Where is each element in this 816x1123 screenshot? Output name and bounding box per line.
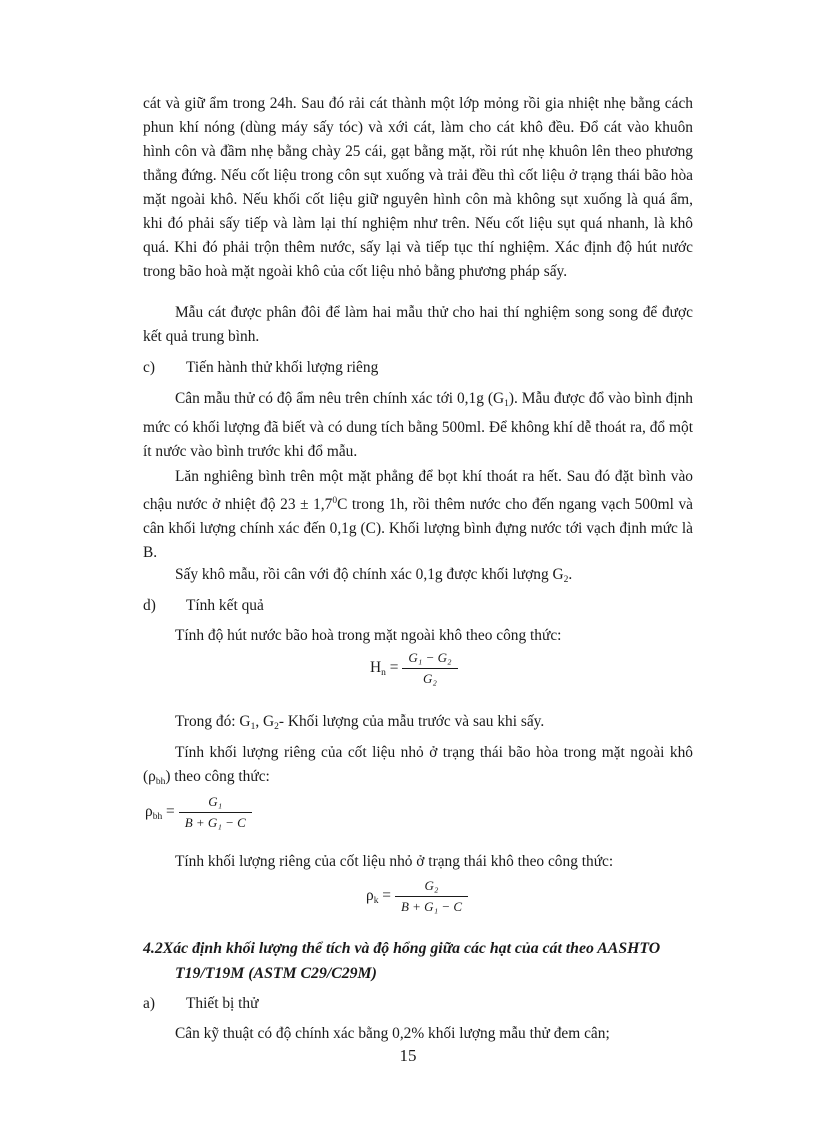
paragraph-ssd-density-intro: Tính khối lượng riêng của cốt liệu nhỏ ở trạng thái bão hòa trong mặt ngoài khô $(\rho_{bh})$ theo công thức: (143, 744, 693, 787)
paragraph-dry-sample: Sấy khô mẫu, rồi cân với độ chính xác 0,1g được khối lượng $G_2$. (175, 566, 573, 585)
section-a-label: a) (143, 995, 155, 1012)
formula-dry-density: $\rho_k$ = $\frac{\text{G₂}}{\text{B + G₁ − C}}$ (366, 878, 468, 915)
paragraph-absorption-intro: Tính độ hút nước bão hoà trong mặt ngoài khô theo công thức: (175, 627, 562, 644)
paragraph-sand-drying: cát và giữ ẩm trong 24h. Sau đó rải cát thành một lớp mỏng rồi gia nhiệt nhẹ bằng cách phun khí nóng (dùng máy sấy tóc) và xới cát, làm cho cát khô đều. Đổ cát vào khuôn hình côn và đầm nhẹ bằng chày 25 cái, gạt bằng mặt, rồi rút nhẹ khuôn lên theo phương thẳng đứng. Nếu cốt liệu trong côn sụt xuống và trải đều thì cốt liệu ở trạng thái bão hòa mặt ngoài khô. Nếu khối cốt liệu giữ nguyên hình côn mà không sụt xuống là quá ẩm, khi đó phải sấy tiếp và làm lại thí nghiệm như trên. Nếu cốt liệu sụt quá nhanh, là khô quá. Khi đó phải trộn thêm nước, sấy lại và tiếp tục thí nghiệm. Xác định độ hút nước trong bão hoà mặt ngoài khô của cốt liệu nhỏ bằng phương pháp sấy. (143, 95, 693, 280)
section-heading-4-2: 4.2Xác định khối lượng thể tích và độ hổng giữa các hạt của cát theo AASHTO T19/T19M (ASTM C29/C29M) (143, 940, 661, 982)
paragraph-balance-precision: Cân kỹ thuật có độ chính xác bằng 0,2% khối lượng mẫu thử đem cân; (175, 1025, 610, 1042)
section-d-label: d) (143, 597, 156, 614)
paragraph-weigh-sample: Cân mẫu thử có độ ẩm nêu trên chính xác tới 0,1g $(G_1)$. Mẫu được đổ vào bình định mức có khối lượng đã biết và có dung tích bằng 500ml. Để không khí dễ thoát ra, đổ một ít nước vào bình trước khi đổ mẫu. (143, 390, 693, 460)
paragraph-where-definitions: Trong đó: $G_1$, $G_2-$ Khối lượng của mẫu trước và sau khi sấy. (175, 713, 545, 732)
section-a-title: Thiết bị thử (186, 995, 259, 1012)
paragraph-flask-procedure: Lăn nghiêng bình trên một mặt phẳng để bọt khí thoát ra hết. Sau đó đặt bình vào chậu nước ở nhiệt độ $23 \pm 1,7^0C$ trong 1h, rồi thêm nước cho đến ngang vạch 500ml và cân khối lượng chính xác đến 0,1g (C). Khối lượng bình đựng nước tới vạch định mức là B. (143, 468, 693, 561)
paragraph-dry-density-intro: Tính khối lượng riêng của cốt liệu nhỏ ở trạng thái khô theo công thức: (175, 853, 614, 870)
paragraph-sample-split: Mẫu cát được phân đôi để làm hai mẫu thử cho hai thí nghiệm song song để được kết quả trung bình. (143, 304, 693, 345)
section-c-title: Tiến hành thử khối lượng riêng (186, 359, 379, 376)
page-number: 15 (399, 1046, 417, 1065)
formula-absorption: $H_n$ = $\frac{\text{G₁ − G₂}}{\text{G₂}}$ (370, 650, 458, 687)
section-d-title: Tính kết quả (186, 597, 264, 614)
section-c-label: c) (143, 359, 155, 376)
formula-ssd-density: $\rho_{bh}$ = $\frac{\text{G₁}}{\text{B + G₁ − C}}$ (145, 794, 252, 831)
